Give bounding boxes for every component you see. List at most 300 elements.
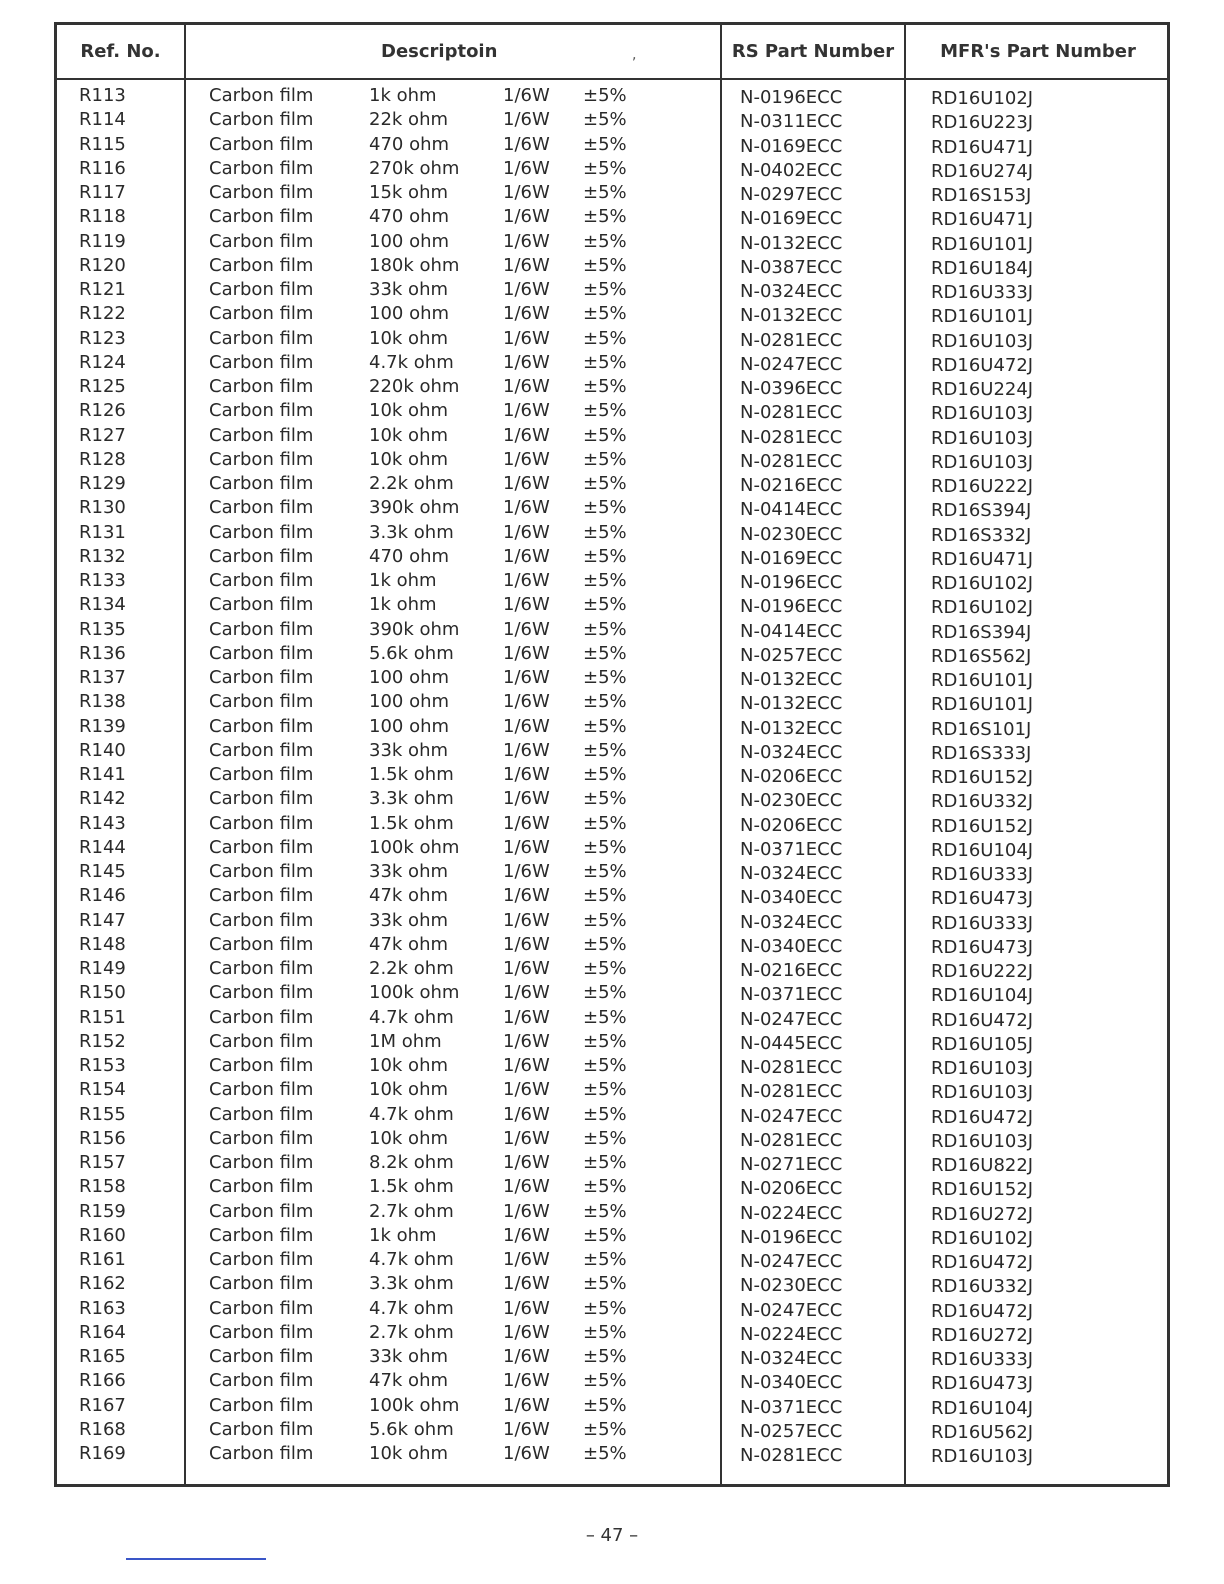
tolerance-cell: ±5% xyxy=(583,279,627,300)
resistance-value-cell: 390k ohm xyxy=(369,497,460,519)
tolerance-cell: ±5% xyxy=(583,1176,627,1198)
mfr-part-number-cell: RD16U152J xyxy=(931,767,1034,788)
wattage-cell: 1/6W xyxy=(503,376,550,397)
tolerance-cell: ±5% xyxy=(583,788,627,810)
tolerance-cell: ±5% xyxy=(583,497,627,519)
description-type-cell: Carbon film xyxy=(209,764,314,785)
description-type-cell: Carbon film xyxy=(209,1346,314,1367)
ref-no-cell: R169 xyxy=(79,1443,126,1464)
mfr-part-number-cell: RD16U473J xyxy=(931,1373,1034,1395)
ref-no-cell: R125 xyxy=(79,376,126,397)
table-body xyxy=(57,85,1167,1467)
resistance-value-cell: 33k ohm xyxy=(369,739,449,761)
wattage-cell: 1/6W xyxy=(503,206,550,228)
wattage-cell: 1/6W xyxy=(503,85,550,106)
table-row xyxy=(57,1249,1167,1273)
resistance-value-cell: 1M ohm xyxy=(369,1030,442,1052)
tolerance-cell: ±5% xyxy=(583,1127,627,1149)
tolerance-cell: ±5% xyxy=(583,861,627,882)
ref-no-cell: R157 xyxy=(79,1152,126,1173)
ref-no-cell: R139 xyxy=(79,715,126,737)
mfr-part-number-cell: RD16U822J xyxy=(931,1155,1034,1176)
table-row xyxy=(57,206,1167,230)
table-row xyxy=(57,425,1167,449)
mfr-part-number-cell: RD16U103J xyxy=(931,1130,1034,1152)
mfr-part-number-cell: RD16U102J xyxy=(931,597,1034,619)
ref-no-cell: R155 xyxy=(79,1103,126,1125)
wattage-cell: 1/6W xyxy=(503,909,550,931)
header-description-mark: , xyxy=(632,47,637,63)
description-type-cell: Carbon film xyxy=(209,85,314,106)
mfr-part-number-cell: RD16U472J xyxy=(931,1300,1034,1322)
ref-no-cell: R158 xyxy=(79,1176,126,1198)
rs-part-number-cell: N-0196ECC xyxy=(740,1226,843,1248)
tolerance-cell: ±5% xyxy=(583,691,627,713)
table-row xyxy=(57,594,1167,618)
resistance-value-cell: 33k ohm xyxy=(369,279,449,300)
rs-part-number-cell: N-0132ECC xyxy=(740,232,843,254)
tolerance-cell: ±5% xyxy=(583,1006,627,1028)
rs-part-number-cell: N-0224ECC xyxy=(740,1323,843,1345)
rs-part-number-cell: N-0281ECC xyxy=(740,329,843,351)
mfr-part-number-cell: RD16U101J xyxy=(931,670,1034,691)
wattage-cell: 1/6W xyxy=(503,1418,550,1440)
tolerance-cell: ±5% xyxy=(583,109,627,131)
tolerance-cell: ±5% xyxy=(583,618,627,640)
resistance-value-cell: 10k ohm xyxy=(369,448,449,470)
rs-part-number-cell: N-0371ECC xyxy=(740,838,843,860)
mfr-part-number-cell: RD16U224J xyxy=(931,379,1034,400)
wattage-cell: 1/6W xyxy=(503,230,550,252)
table-row xyxy=(57,376,1167,400)
table-row xyxy=(57,1322,1167,1346)
wattage-cell: 1/6W xyxy=(503,545,550,567)
table-row xyxy=(57,1104,1167,1128)
tolerance-cell: ±5% xyxy=(583,958,627,979)
table-row xyxy=(57,473,1167,497)
mfr-part-number-cell: RD16U333J xyxy=(931,1349,1034,1370)
tolerance-cell: ±5% xyxy=(583,400,627,422)
wattage-cell: 1/6W xyxy=(503,1297,550,1319)
rs-part-number-cell: N-0230ECC xyxy=(740,790,843,812)
resistance-value-cell: 3.3k ohm xyxy=(369,1273,454,1295)
tolerance-cell: ±5% xyxy=(583,1418,627,1440)
resistance-value-cell: 10k ohm xyxy=(369,400,449,422)
description-type-cell: Carbon film xyxy=(209,109,314,131)
resistance-value-cell: 8.2k ohm xyxy=(369,1152,454,1173)
tolerance-cell: ±5% xyxy=(583,836,627,858)
tolerance-cell: ±5% xyxy=(583,1394,627,1416)
mfr-part-number-cell: RD16U103J xyxy=(931,1082,1034,1104)
ref-no-cell: R119 xyxy=(79,230,126,252)
description-type-cell: Carbon film xyxy=(209,1224,314,1246)
rs-part-number-cell: N-0281ECC xyxy=(740,402,843,424)
ref-no-cell: R121 xyxy=(79,279,126,300)
rs-part-number-cell: N-0247ECC xyxy=(740,353,843,375)
table-row xyxy=(57,934,1167,958)
header-rule xyxy=(57,78,1167,80)
wattage-cell: 1/6W xyxy=(503,133,550,155)
resistance-value-cell: 47k ohm xyxy=(369,1370,449,1392)
wattage-cell: 1/6W xyxy=(503,1055,550,1076)
wattage-cell: 1/6W xyxy=(503,1176,550,1198)
resistance-value-cell: 1k ohm xyxy=(369,570,437,591)
wattage-cell: 1/6W xyxy=(503,254,550,276)
wattage-cell: 1/6W xyxy=(503,424,550,446)
ref-no-cell: R154 xyxy=(79,1079,126,1101)
rs-part-number-cell: N-0247ECC xyxy=(740,1008,843,1030)
description-type-cell: Carbon film xyxy=(209,982,314,1004)
table-row xyxy=(57,861,1167,885)
wattage-cell: 1/6W xyxy=(503,764,550,785)
description-type-cell: Carbon film xyxy=(209,788,314,810)
tolerance-cell: ±5% xyxy=(583,715,627,737)
ref-no-cell: R149 xyxy=(79,958,126,979)
tolerance-cell: ±5% xyxy=(583,1443,627,1464)
ref-no-cell: R138 xyxy=(79,691,126,713)
tolerance-cell: ±5% xyxy=(583,133,627,155)
rs-part-number-cell: N-0414ECC xyxy=(740,620,843,642)
resistance-value-cell: 3.3k ohm xyxy=(369,521,454,543)
ref-no-cell: R148 xyxy=(79,933,126,955)
mfr-part-number-cell: RD16U102J xyxy=(931,1227,1034,1249)
wattage-cell: 1/6W xyxy=(503,1079,550,1101)
resistance-value-cell: 10k ohm xyxy=(369,1055,449,1076)
ref-no-cell: R114 xyxy=(79,109,126,131)
mfr-part-number-cell: RD16U152J xyxy=(931,1179,1034,1201)
table-row xyxy=(57,570,1167,594)
mfr-part-number-cell: RD16S153J xyxy=(931,185,1032,206)
wattage-cell: 1/6W xyxy=(503,1103,550,1125)
table-row xyxy=(57,667,1167,691)
wattage-cell: 1/6W xyxy=(503,885,550,907)
table-row xyxy=(57,885,1167,909)
rs-part-number-cell: N-0324ECC xyxy=(740,741,843,763)
resistance-value-cell: 100 ohm xyxy=(369,303,450,325)
description-type-cell: Carbon film xyxy=(209,958,314,979)
rs-part-number-cell: N-0281ECC xyxy=(740,1129,843,1151)
wattage-cell: 1/6W xyxy=(503,1346,550,1367)
tolerance-cell: ±5% xyxy=(583,1152,627,1173)
resistance-value-cell: 33k ohm xyxy=(369,1346,449,1367)
header-description: Descriptoin xyxy=(381,41,498,62)
table-row xyxy=(57,85,1167,109)
resistance-value-cell: 100 ohm xyxy=(369,230,450,252)
mfr-part-number-cell: RD16S562J xyxy=(931,645,1032,667)
mfr-part-number-cell: RD16U105J xyxy=(931,1033,1034,1055)
rs-part-number-cell: N-0132ECC xyxy=(740,305,843,327)
mfr-part-number-cell: RD16U103J xyxy=(931,1446,1034,1467)
rs-part-number-cell: N-0340ECC xyxy=(740,935,843,957)
description-type-cell: Carbon film xyxy=(209,133,314,155)
ref-no-cell: R166 xyxy=(79,1370,126,1392)
ref-no-cell: R129 xyxy=(79,473,126,494)
description-type-cell: Carbon film xyxy=(209,521,314,543)
resistance-value-cell: 5.6k ohm xyxy=(369,642,454,664)
rs-part-number-cell: N-0324ECC xyxy=(740,281,843,302)
wattage-cell: 1/6W xyxy=(503,836,550,858)
mfr-part-number-cell: RD16U103J xyxy=(931,403,1034,425)
resistance-value-cell: 470 ohm xyxy=(369,133,450,155)
description-type-cell: Carbon film xyxy=(209,1127,314,1149)
rs-part-number-cell: N-0224ECC xyxy=(740,1202,843,1224)
table-row xyxy=(57,837,1167,861)
description-type-cell: Carbon film xyxy=(209,424,314,446)
table-row xyxy=(57,400,1167,424)
table-row xyxy=(57,352,1167,376)
table-row xyxy=(57,546,1167,570)
description-type-cell: Carbon film xyxy=(209,206,314,228)
tolerance-cell: ±5% xyxy=(583,448,627,470)
tolerance-cell: ±5% xyxy=(583,1249,627,1270)
wattage-cell: 1/6W xyxy=(503,812,550,834)
description-type-cell: Carbon film xyxy=(209,861,314,882)
description-type-cell: Carbon film xyxy=(209,497,314,519)
ref-no-cell: R120 xyxy=(79,254,126,276)
rs-part-number-cell: N-0196ECC xyxy=(740,572,843,593)
description-type-cell: Carbon film xyxy=(209,400,314,422)
rs-part-number-cell: N-0257ECC xyxy=(740,1420,843,1442)
table-row xyxy=(57,740,1167,764)
mfr-part-number-cell: RD16U222J xyxy=(931,961,1034,982)
rs-part-number-cell: N-0324ECC xyxy=(740,1348,843,1369)
description-type-cell: Carbon film xyxy=(209,1321,314,1343)
tolerance-cell: ±5% xyxy=(583,1030,627,1052)
ref-no-cell: R144 xyxy=(79,836,126,858)
resistance-value-cell: 10k ohm xyxy=(369,424,449,446)
wattage-cell: 1/6W xyxy=(503,958,550,979)
tolerance-cell: ±5% xyxy=(583,739,627,761)
description-type-cell: Carbon film xyxy=(209,157,314,179)
wattage-cell: 1/6W xyxy=(503,1224,550,1246)
wattage-cell: 1/6W xyxy=(503,1006,550,1028)
wattage-cell: 1/6W xyxy=(503,1394,550,1416)
mfr-part-number-cell: RD16U333J xyxy=(931,912,1034,934)
table-row xyxy=(57,619,1167,643)
table-row xyxy=(57,109,1167,133)
resistance-value-cell: 4.7k ohm xyxy=(369,1006,454,1028)
table-row xyxy=(57,1128,1167,1152)
rs-part-number-cell: N-0169ECC xyxy=(740,547,843,569)
table-row xyxy=(57,182,1167,206)
mfr-part-number-cell: RD16S394J xyxy=(931,621,1032,643)
ref-no-cell: R124 xyxy=(79,351,126,373)
resistance-value-cell: 4.7k ohm xyxy=(369,351,454,373)
mfr-part-number-cell: RD16U222J xyxy=(931,476,1034,497)
wattage-cell: 1/6W xyxy=(503,327,550,349)
tolerance-cell: ±5% xyxy=(583,1346,627,1367)
rs-part-number-cell: N-0247ECC xyxy=(740,1299,843,1321)
resistance-value-cell: 2.7k ohm xyxy=(369,1321,454,1343)
mfr-part-number-cell: RD16U103J xyxy=(931,330,1034,352)
rs-part-number-cell: N-0402ECC xyxy=(740,159,843,181)
description-type-cell: Carbon film xyxy=(209,570,314,591)
ref-no-cell: R126 xyxy=(79,400,126,422)
description-type-cell: Carbon film xyxy=(209,1418,314,1440)
ref-no-cell: R131 xyxy=(79,521,126,543)
footer-rule xyxy=(126,1558,266,1560)
header-mfr-part-number: MFR's Part Number xyxy=(940,41,1136,62)
rs-part-number-cell: N-0230ECC xyxy=(740,523,843,545)
ref-no-cell: R146 xyxy=(79,885,126,907)
mfr-part-number-cell: RD16U471J xyxy=(931,136,1034,158)
resistance-value-cell: 33k ohm xyxy=(369,861,449,882)
description-type-cell: Carbon film xyxy=(209,739,314,761)
table-row xyxy=(57,958,1167,982)
wattage-cell: 1/6W xyxy=(503,157,550,179)
description-type-cell: Carbon film xyxy=(209,303,314,325)
mfr-part-number-cell: RD16S333J xyxy=(931,742,1032,764)
rs-part-number-cell: N-0311ECC xyxy=(740,111,843,133)
tolerance-cell: ±5% xyxy=(583,1297,627,1319)
table-row xyxy=(57,716,1167,740)
rs-part-number-cell: N-0196ECC xyxy=(740,596,843,618)
mfr-part-number-cell: RD16U152J xyxy=(931,815,1034,837)
description-type-cell: Carbon film xyxy=(209,473,314,494)
rs-part-number-cell: N-0216ECC xyxy=(740,475,843,496)
wattage-cell: 1/6W xyxy=(503,182,550,203)
table-row xyxy=(57,813,1167,837)
ref-no-cell: R150 xyxy=(79,982,126,1004)
tolerance-cell: ±5% xyxy=(583,327,627,349)
table-row xyxy=(57,691,1167,715)
rs-part-number-cell: N-0371ECC xyxy=(740,1396,843,1418)
description-type-cell: Carbon film xyxy=(209,933,314,955)
page-number: – 47 – xyxy=(585,1525,639,1546)
resistance-value-cell: 470 ohm xyxy=(369,206,450,228)
wattage-cell: 1/6W xyxy=(503,448,550,470)
rs-part-number-cell: N-0132ECC xyxy=(740,717,843,739)
ref-no-cell: R161 xyxy=(79,1249,126,1270)
description-type-cell: Carbon film xyxy=(209,1176,314,1198)
table-row xyxy=(57,643,1167,667)
rs-part-number-cell: N-0257ECC xyxy=(740,644,843,666)
ref-no-cell: R167 xyxy=(79,1394,126,1416)
resistance-value-cell: 10k ohm xyxy=(369,1127,449,1149)
header-ref-no: Ref. No. xyxy=(80,41,161,62)
tolerance-cell: ±5% xyxy=(583,182,627,203)
mfr-part-number-cell: RD16U101J xyxy=(931,233,1034,255)
description-type-cell: Carbon film xyxy=(209,327,314,349)
resistance-value-cell: 100k ohm xyxy=(369,1394,460,1416)
header-rs-part-number: RS Part Number xyxy=(731,41,895,62)
tolerance-cell: ±5% xyxy=(583,85,627,106)
ref-no-cell: R160 xyxy=(79,1224,126,1246)
resistance-value-cell: 270k ohm xyxy=(369,157,460,179)
tolerance-cell: ±5% xyxy=(583,545,627,567)
tolerance-cell: ±5% xyxy=(583,764,627,785)
wattage-cell: 1/6W xyxy=(503,861,550,882)
parts-list-table xyxy=(54,22,1170,1487)
rs-part-number-cell: N-0169ECC xyxy=(740,208,843,230)
mfr-part-number-cell: RD16U104J xyxy=(931,1397,1034,1419)
rs-part-number-cell: N-0396ECC xyxy=(740,378,843,399)
tolerance-cell: ±5% xyxy=(583,667,627,688)
table-row xyxy=(57,134,1167,158)
mfr-part-number-cell: RD16U184J xyxy=(931,257,1034,279)
mfr-part-number-cell: RD16U471J xyxy=(931,548,1034,570)
ref-no-cell: R145 xyxy=(79,861,126,882)
wattage-cell: 1/6W xyxy=(503,1152,550,1173)
table-row xyxy=(57,1419,1167,1443)
resistance-value-cell: 4.7k ohm xyxy=(369,1249,454,1270)
rs-part-number-cell: N-0271ECC xyxy=(740,1154,843,1175)
resistance-value-cell: 47k ohm xyxy=(369,933,449,955)
table-row xyxy=(57,910,1167,934)
wattage-cell: 1/6W xyxy=(503,521,550,543)
wattage-cell: 1/6W xyxy=(503,788,550,810)
resistance-value-cell: 5.6k ohm xyxy=(369,1418,454,1440)
resistance-value-cell: 100k ohm xyxy=(369,982,460,1004)
wattage-cell: 1/6W xyxy=(503,594,550,616)
table-row xyxy=(57,231,1167,255)
wattage-cell: 1/6W xyxy=(503,1200,550,1222)
description-type-cell: Carbon film xyxy=(209,351,314,373)
description-type-cell: Carbon film xyxy=(209,545,314,567)
description-type-cell: Carbon film xyxy=(209,376,314,397)
rs-part-number-cell: N-0297ECC xyxy=(740,184,843,205)
tolerance-cell: ±5% xyxy=(583,303,627,325)
description-type-cell: Carbon film xyxy=(209,812,314,834)
mfr-part-number-cell: RD16U104J xyxy=(931,839,1034,861)
tolerance-cell: ±5% xyxy=(583,594,627,616)
wattage-cell: 1/6W xyxy=(503,618,550,640)
table-row xyxy=(57,788,1167,812)
ref-no-cell: R123 xyxy=(79,327,126,349)
mfr-part-number-cell: RD16S101J xyxy=(931,718,1032,740)
ref-no-cell: R127 xyxy=(79,424,126,446)
table-row xyxy=(57,1007,1167,1031)
table-row xyxy=(57,522,1167,546)
rs-part-number-cell: N-0445ECC xyxy=(740,1032,843,1054)
resistance-value-cell: 4.7k ohm xyxy=(369,1103,454,1125)
description-type-cell: Carbon film xyxy=(209,1079,314,1101)
rs-part-number-cell: N-0206ECC xyxy=(740,1178,843,1200)
rs-part-number-cell: N-0196ECC xyxy=(740,87,843,108)
table-row xyxy=(57,158,1167,182)
ref-no-cell: R152 xyxy=(79,1030,126,1052)
table-row xyxy=(57,1225,1167,1249)
ref-no-cell: R128 xyxy=(79,448,126,470)
ref-no-cell: R156 xyxy=(79,1127,126,1149)
description-type-cell: Carbon film xyxy=(209,1030,314,1052)
mfr-part-number-cell: RD16U473J xyxy=(931,888,1034,910)
resistance-value-cell: 22k ohm xyxy=(369,109,449,131)
wattage-cell: 1/6W xyxy=(503,303,550,325)
mfr-part-number-cell: RD16U471J xyxy=(931,209,1034,231)
ref-no-cell: R147 xyxy=(79,909,126,931)
rs-part-number-cell: N-0281ECC xyxy=(740,450,843,472)
resistance-value-cell: 2.7k ohm xyxy=(369,1200,454,1222)
rs-part-number-cell: N-0281ECC xyxy=(740,1445,843,1466)
rs-part-number-cell: N-0206ECC xyxy=(740,766,843,787)
description-type-cell: Carbon film xyxy=(209,909,314,931)
resistance-value-cell: 2.2k ohm xyxy=(369,473,454,494)
ref-no-cell: R113 xyxy=(79,85,126,106)
mfr-part-number-cell: RD16U332J xyxy=(931,791,1034,813)
tolerance-cell: ±5% xyxy=(583,1273,627,1295)
resistance-value-cell: 100 ohm xyxy=(369,691,450,713)
table-row xyxy=(57,764,1167,788)
rs-part-number-cell: N-0371ECC xyxy=(740,984,843,1006)
description-type-cell: Carbon film xyxy=(209,1055,314,1076)
wattage-cell: 1/6W xyxy=(503,570,550,591)
resistance-value-cell: 1.5k ohm xyxy=(369,1176,454,1198)
description-type-cell: Carbon film xyxy=(209,836,314,858)
resistance-value-cell: 1.5k ohm xyxy=(369,764,454,785)
description-type-cell: Carbon film xyxy=(209,1273,314,1295)
rs-part-number-cell: N-0206ECC xyxy=(740,814,843,836)
